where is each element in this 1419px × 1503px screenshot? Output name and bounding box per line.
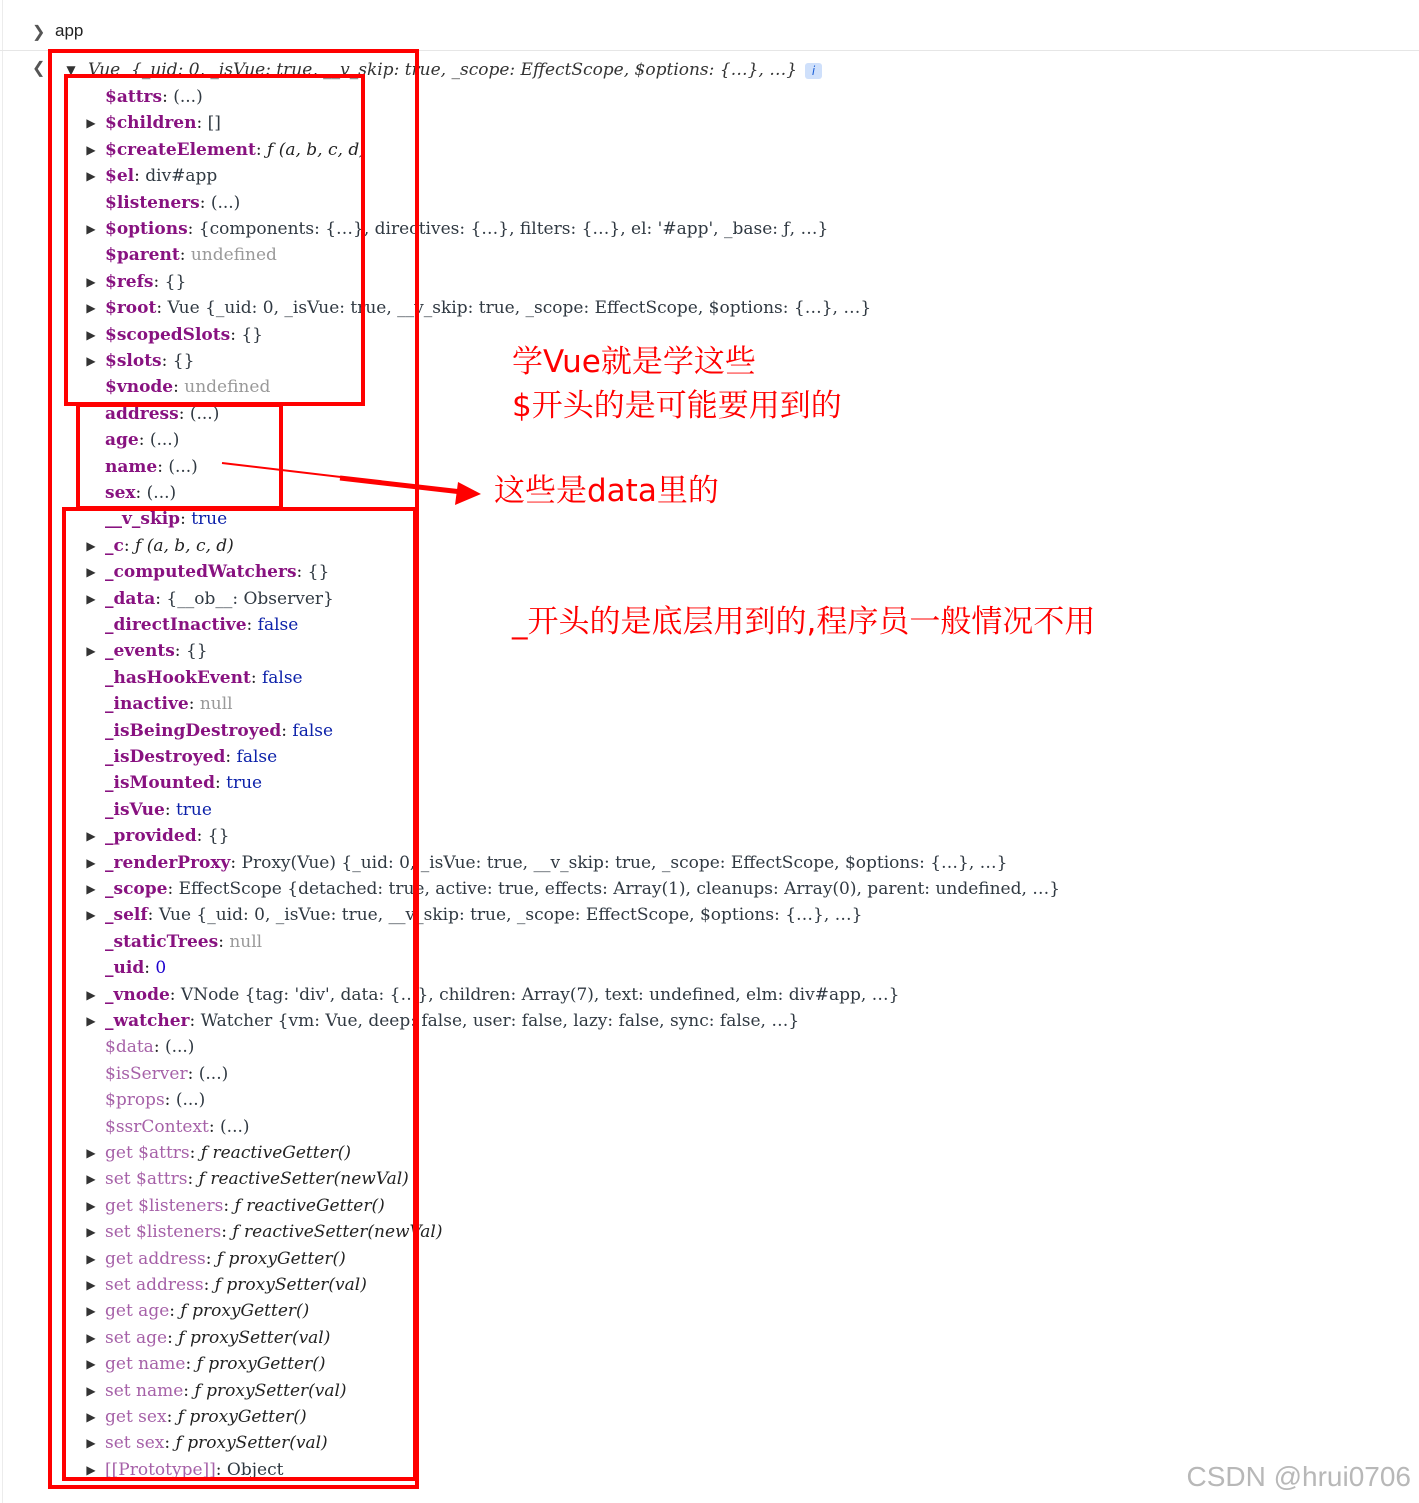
key-colon: : <box>157 456 169 477</box>
property-key: $refs <box>105 271 154 292</box>
property-key: set $listeners <box>105 1222 222 1243</box>
property-value: [] <box>207 113 221 134</box>
property-key: $children <box>105 113 197 134</box>
property-key: set $attrs <box>105 1169 188 1190</box>
property-value: ƒ reactiveSetter(newVal) <box>232 1222 443 1243</box>
key-colon: : <box>161 351 173 371</box>
property-value: ƒ proxySetter(val) <box>175 1433 328 1454</box>
expand-triangle-icon[interactable]: ▶ <box>86 1330 96 1345</box>
expand-triangle-icon[interactable]: ▶ <box>86 1383 96 1398</box>
key-colon: : <box>156 298 168 319</box>
property-key: __v_skip <box>105 509 181 530</box>
key-colon: : <box>218 931 230 952</box>
key-colon: : <box>153 1037 165 1058</box>
key-colon: : <box>174 641 186 662</box>
property-key: _staticTrees <box>105 931 219 952</box>
summary-preview: {_uid: 0, _isVue: true, __v_skip: true, _scope: EffectScope, $options: {…}, …} <box>131 60 798 80</box>
expand-triangle-icon[interactable]: ▶ <box>86 1146 96 1160</box>
property-value[interactable]: (...) <box>198 1063 229 1084</box>
property-key: $listeners <box>105 192 200 213</box>
property-key: $el <box>105 166 135 187</box>
expand-triangle-icon[interactable]: ▶ <box>86 1410 96 1424</box>
property-key: _isMounted <box>105 773 215 794</box>
property-value: ƒ proxyGetter() <box>177 1407 307 1427</box>
key-colon: : <box>169 984 181 1005</box>
property-value: {} <box>241 324 263 345</box>
key-colon: : <box>250 667 262 688</box>
property-key: get address <box>105 1248 206 1269</box>
property-value: ƒ proxyGetter() <box>196 1354 326 1375</box>
property-value: undefined <box>190 245 277 266</box>
key-colon: : <box>296 562 308 583</box>
key-colon: : <box>123 535 135 556</box>
property-value: Vue {_uid: 0, _isVue: true, __v_skip: true, _scope: EffectScope, $options: {…}, …} <box>158 905 863 926</box>
property-key: _scope <box>105 879 168 899</box>
property-key: _computedWatchers <box>105 562 297 583</box>
property-key: sex <box>105 483 136 503</box>
key-colon: : <box>189 1011 201 1031</box>
key-colon: : <box>203 1275 215 1295</box>
result-chevron-icon: ❮ <box>32 60 46 77</box>
property-value[interactable]: (...) <box>146 483 177 503</box>
key-colon: : <box>135 483 147 503</box>
property-key: age <box>105 430 139 451</box>
property-value: Proxy(Vue) {_uid: 0, _isVue: true, __v_skip: true, _scope: EffectScope, $options: {…}, …} <box>241 852 1008 873</box>
property-key: set name <box>105 1380 184 1401</box>
expand-triangle-icon[interactable]: ▶ <box>86 591 96 606</box>
key-colon: : <box>205 1248 217 1269</box>
expand-triangle-icon[interactable]: ▶ <box>86 301 96 316</box>
property-key: $attrs <box>105 87 163 107</box>
property-value[interactable]: (...) <box>175 1090 206 1111</box>
property-value: ƒ proxySetter(val) <box>178 1327 331 1348</box>
annotation-dollar-props: $开头的是可能要用到的 <box>512 388 842 424</box>
key-colon: : <box>167 1327 179 1348</box>
property-key: set sex <box>105 1433 165 1454</box>
key-colon: : <box>230 852 242 873</box>
key-colon: : <box>164 799 176 820</box>
property-key: set age <box>105 1327 168 1348</box>
expand-triangle-icon[interactable]: ▶ <box>86 908 96 923</box>
property-value: Object <box>226 1459 284 1480</box>
key-colon: : <box>164 1090 176 1111</box>
property-key: name <box>105 456 158 477</box>
property-value: EffectScope {detached: true, active: true, effects: Array(1), cleanups: Array(0), parent: undefined, …} <box>178 879 1061 899</box>
property-value: 0 <box>155 958 167 979</box>
key-colon: : <box>134 166 146 187</box>
property-value[interactable]: (...) <box>173 87 203 107</box>
property-value: Watcher {vm: Vue, deep: false, user: false, lazy: false, sync: false, …} <box>200 1011 800 1031</box>
property-key: _hasHookEvent <box>105 667 251 688</box>
console-command[interactable]: app <box>55 21 84 40</box>
property-key: _uid <box>105 958 145 979</box>
expand-triangle-icon[interactable]: ▶ <box>86 1357 96 1372</box>
expand-triangle-icon[interactable]: ▶ <box>86 354 96 368</box>
property-key: $options <box>105 219 188 239</box>
property-key: $data <box>105 1037 154 1058</box>
expand-triangle-icon[interactable]: ▶ <box>86 1172 96 1187</box>
property-value: true <box>175 799 212 820</box>
property-key: _inactive <box>105 694 189 715</box>
property-value: undefined <box>184 377 271 398</box>
property-key: get name <box>105 1354 186 1375</box>
expand-triangle-icon[interactable]: ▶ <box>86 644 96 659</box>
key-colon: : <box>215 1459 227 1480</box>
property-value[interactable]: (...) <box>189 403 220 424</box>
key-colon: : <box>208 1116 221 1137</box>
key-colon: : <box>188 694 200 715</box>
property-value[interactable]: (...) <box>210 192 241 213</box>
expand-triangle-icon[interactable]: ▶ <box>86 1436 96 1451</box>
property-key: _provided <box>105 826 197 847</box>
property-value: null <box>229 931 263 952</box>
expand-triangle-icon[interactable]: ▶ <box>86 169 96 184</box>
key-colon: : <box>138 430 150 451</box>
key-colon: : <box>162 87 174 107</box>
annotation-learn-vue: 学Vue就是学这些 <box>512 344 756 380</box>
property-key: _data <box>105 588 156 609</box>
property-key: [[Prototype]] <box>105 1459 216 1480</box>
property-value: false <box>292 720 334 741</box>
key-colon: : <box>187 1063 199 1084</box>
key-colon: : <box>164 1433 176 1454</box>
property-key: _c <box>105 535 124 556</box>
property-value[interactable]: (...) <box>220 1116 250 1137</box>
property-key: _watcher <box>105 1011 190 1031</box>
property-value: ƒ reactiveGetter() <box>200 1143 352 1163</box>
expand-triangle-icon[interactable]: ▶ <box>86 1014 96 1028</box>
expand-triangle-icon[interactable]: ▶ <box>86 327 96 342</box>
property-value: {} <box>172 351 195 371</box>
expand-triangle-icon[interactable]: ▶ <box>86 987 96 1002</box>
property-value: {} <box>185 641 208 662</box>
property-key: $vnode <box>105 377 174 398</box>
key-colon: : <box>246 615 258 635</box>
property-value: ƒ (a, b, c, d) <box>267 139 366 160</box>
expand-triangle-icon[interactable]: ▶ <box>86 882 96 896</box>
property-value: {} <box>307 562 330 583</box>
property-key: $slots <box>105 351 162 371</box>
property-key: $createElement <box>105 139 256 160</box>
property-key: $parent <box>105 245 180 266</box>
expand-triangle-icon[interactable]: ▶ <box>86 855 96 870</box>
summary-name: Vue <box>88 60 121 80</box>
property-key: _renderProxy <box>105 852 231 873</box>
key-colon: : <box>185 1354 197 1375</box>
property-value: null <box>199 694 233 715</box>
key-colon: : <box>166 1407 178 1427</box>
property-value: {components: {…}, directives: {…}, filters: {…}, el: '#app', _base: ƒ, …} <box>198 219 829 239</box>
property-value: {__ob__: Observer} <box>166 588 334 609</box>
key-colon: : <box>196 113 208 134</box>
key-colon: : <box>230 324 242 345</box>
key-colon: : <box>196 826 208 847</box>
property-key: _isDestroyed <box>105 747 226 767</box>
property-value: {} <box>164 271 187 292</box>
key-colon: : <box>281 720 293 741</box>
key-colon: : <box>147 905 159 926</box>
key-colon: : <box>199 192 211 213</box>
property-key: _events <box>105 641 175 662</box>
key-colon: : <box>180 509 192 530</box>
key-colon: : <box>187 1169 199 1190</box>
key-colon: : <box>144 958 156 979</box>
expand-triangle-icon[interactable]: ▶ <box>86 142 96 157</box>
property-value: VNode {tag: 'div', data: {…}, children: Array(7), text: undefined, elm: div#app, …} <box>180 984 900 1005</box>
property-key: get sex <box>105 1407 167 1427</box>
expand-triangle-icon[interactable]: ▶ <box>86 1304 96 1319</box>
expand-triangle-icon[interactable]: ▶ <box>86 116 96 131</box>
property-key: get $attrs <box>105 1143 190 1163</box>
expand-triangle-icon[interactable]: ▶ <box>86 538 96 553</box>
property-key: $isServer <box>105 1063 188 1084</box>
expand-triangle-icon[interactable]: ▶ <box>86 1251 96 1266</box>
key-colon: : <box>167 879 179 899</box>
expand-triangle-icon[interactable]: ▶ <box>86 1278 96 1292</box>
watermark: CSDN @hrui0706 <box>1186 1461 1411 1492</box>
property-value: Vue {_uid: 0, _isVue: true, __v_skip: true, _scope: EffectScope, $options: {…}, …} <box>167 298 872 319</box>
key-colon: : <box>223 1195 235 1216</box>
property-value: false <box>257 615 299 635</box>
property-key: $scopedSlots <box>105 324 231 345</box>
property-key: _isVue <box>105 799 165 820</box>
property-value: ƒ reactiveSetter(newVal) <box>198 1169 409 1190</box>
key-colon: : <box>183 1380 195 1401</box>
property-key: _self <box>105 905 148 926</box>
property-value: ƒ proxyGetter() <box>216 1248 346 1269</box>
property-key: set address <box>105 1275 204 1295</box>
property-key: _vnode <box>105 984 170 1005</box>
property-value: ƒ (a, b, c, d) <box>135 535 234 556</box>
expand-triangle-icon[interactable]: ▶ <box>86 222 96 236</box>
property-key: get age <box>105 1301 170 1322</box>
key-colon: : <box>214 773 227 794</box>
key-colon: : <box>225 747 237 767</box>
collapse-triangle-icon[interactable]: ▼ <box>66 63 76 77</box>
property-key: $root <box>105 298 157 319</box>
key-colon: : <box>169 1301 181 1322</box>
property-key: $props <box>105 1090 165 1111</box>
key-colon: : <box>255 139 268 160</box>
expand-triangle-icon[interactable]: ▶ <box>86 274 96 289</box>
key-colon: : <box>173 377 185 398</box>
property-value: ƒ proxySetter(val) <box>214 1275 367 1295</box>
expand-triangle-icon[interactable]: ▶ <box>86 1225 96 1240</box>
prompt-chevron-icon: ❯ <box>32 24 46 41</box>
property-key: address <box>105 403 179 424</box>
property-value[interactable]: (...) <box>168 456 198 477</box>
property-value: {} <box>207 826 230 847</box>
key-colon: : <box>178 403 190 424</box>
property-value: ƒ reactiveGetter() <box>234 1195 385 1216</box>
property-value: false <box>236 747 278 767</box>
property-key: get $listeners <box>105 1195 224 1216</box>
property-value[interactable]: (...) <box>149 430 180 451</box>
key-colon: : <box>187 219 199 239</box>
property-key: _directInactive <box>105 615 247 635</box>
property-value: ƒ proxyGetter() <box>180 1301 310 1322</box>
key-colon: : <box>221 1222 233 1243</box>
annotation-underscore-props: _开头的是底层用到的,程序员一般情况不用 <box>512 604 1096 640</box>
key-colon: : <box>179 245 191 266</box>
property-key: $ssrContext <box>105 1116 209 1137</box>
expand-triangle-icon[interactable]: ▶ <box>86 565 96 580</box>
property-value: false <box>261 667 303 688</box>
annotation-data-props: 这些是data里的 <box>494 473 719 509</box>
key-colon: : <box>189 1143 201 1163</box>
property-key: _isBeingDestroyed <box>105 720 282 741</box>
property-value[interactable]: (...) <box>164 1037 195 1058</box>
expand-triangle-icon[interactable]: ▶ <box>86 829 96 844</box>
key-colon: : <box>155 588 167 609</box>
property-value: true <box>226 773 263 794</box>
info-icon[interactable]: i <box>805 63 822 79</box>
property-value: div#app <box>145 166 218 187</box>
property-value: true <box>191 509 228 530</box>
property-value: ƒ proxySetter(val) <box>194 1380 347 1401</box>
expand-triangle-icon[interactable]: ▶ <box>86 1198 96 1213</box>
expand-triangle-icon[interactable]: ▶ <box>86 1462 96 1477</box>
key-colon: : <box>153 271 165 292</box>
